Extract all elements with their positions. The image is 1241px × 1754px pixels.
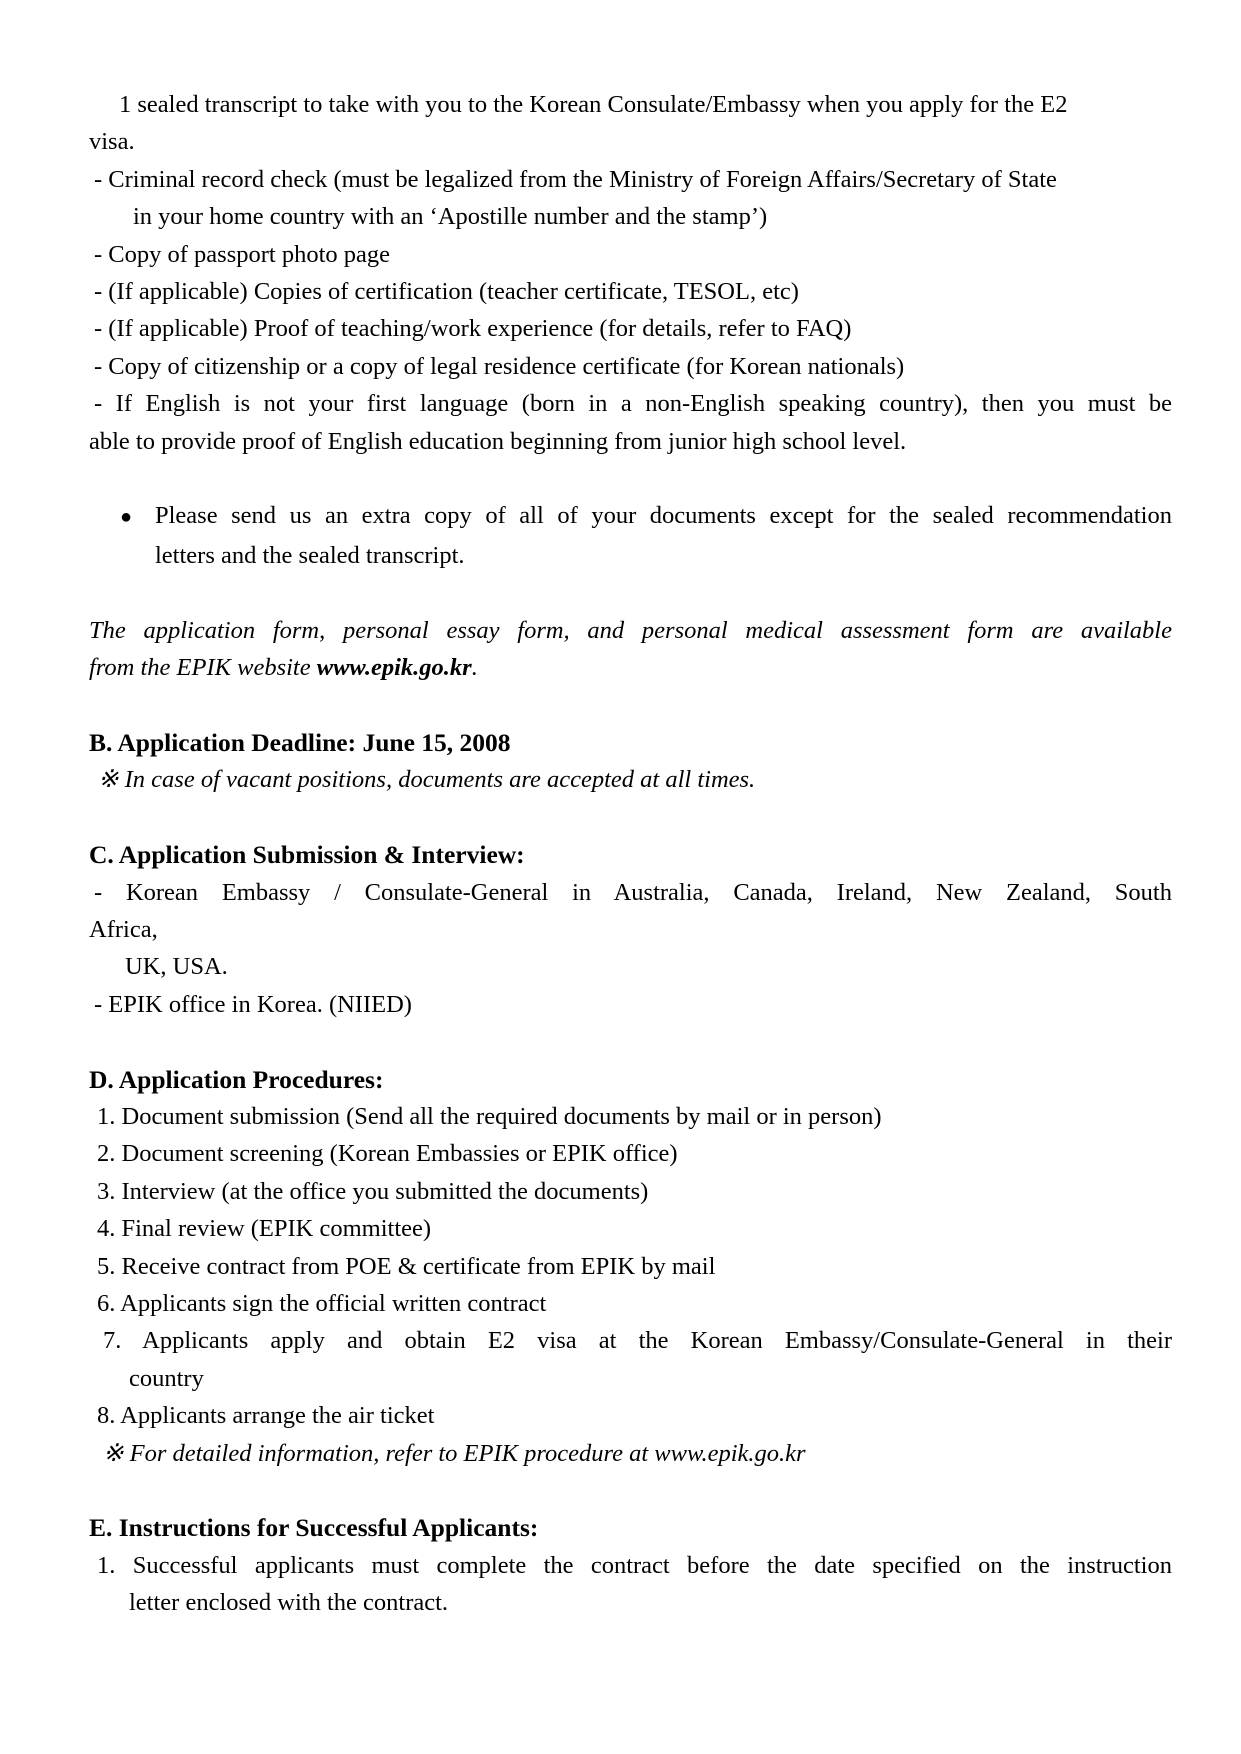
text-line: letter enclosed with the contract. <box>129 1589 449 1617</box>
text-line: ※ For detailed information, refer to EPIK procedure at www.epik.go.kr <box>103 1439 806 1467</box>
blank-line <box>0 1023 1172 1060</box>
text-line: able to provide proof of English education beginning from junior high school level. <box>89 427 907 455</box>
text-line: - EPIK office in Korea. (NIIED) <box>94 990 412 1018</box>
text-line: Africa, <box>89 915 158 943</box>
text-line: - Korean Embassy / Consulate-General in Australia, Canada, Ireland, New Zealand, South <box>94 878 1172 906</box>
section-heading: B. Application Deadline: June 15, 2008 <box>89 727 511 757</box>
text-line: 8. Applicants arrange the air ticket <box>97 1402 435 1430</box>
blank-line <box>0 1472 1172 1509</box>
text-line: 1 sealed transcript to take with you to the Korean Consulate/Embassy when you apply for the E2 <box>119 91 1068 118</box>
text-line: - Copy of citizenship or a copy of legal residence certificate (for Korean nationals) <box>94 352 905 380</box>
text-line: The application form, personal essay form, and personal medical assessment form are available <box>89 616 1172 644</box>
text-line <box>0 649 1172 686</box>
text-line: country <box>129 1364 204 1392</box>
section-heading: C. Application Submission & Interview: <box>89 840 525 870</box>
text-line: 5. Receive contract from POE & certificate from EPIK by mail <box>97 1252 716 1280</box>
text-line: 1. Document submission (Send all the required documents by mail or in person) <box>97 1102 882 1130</box>
text-line: 3. Interview (at the office you submitted the documents) <box>97 1177 649 1205</box>
blank-line <box>0 799 1172 836</box>
text-line: UK, USA. <box>125 953 228 981</box>
text-line: - (If applicable) Proof of teaching/work experience (for details, refer to FAQ) <box>94 315 852 343</box>
blank-line <box>0 460 1172 497</box>
text-line: in your home country with an ‘Apostille number and the stamp’) <box>133 203 768 231</box>
blank-line <box>0 687 1172 724</box>
text-run: from the EPIK website <box>89 654 317 682</box>
text-line: - If English is not your first language (born in a non-English speaking country), then you must be <box>94 390 1172 418</box>
section-heading: D. Application Procedures: <box>89 1064 384 1094</box>
text-line: 7. Applicants apply and obtain E2 visa at the Korean Embassy/Consulate-General in their <box>103 1327 1172 1355</box>
bullet-icon: ● <box>120 506 133 529</box>
text-line: - (If applicable) Copies of certification (teacher certificate, TESOL, etc) <box>94 278 799 306</box>
epik-url: www.epik.go.kr <box>316 654 472 682</box>
text-line: 1. Successful applicants must complete the contract before the date specified on the instruction <box>97 1551 1172 1579</box>
text-run: Please send us an extra copy of all of your documents except for the sealed recommendation <box>155 502 1172 530</box>
text-line: visa. <box>89 128 135 156</box>
text-run: . <box>471 654 478 682</box>
text-line: letters and the sealed transcript. <box>155 541 465 569</box>
text-line <box>0 497 1172 536</box>
text-line: 4. Final review (EPIK committee) <box>97 1215 432 1243</box>
blank-line <box>0 574 1172 611</box>
text-line: 6. Applicants sign the official written contract <box>97 1290 547 1317</box>
text-line: - Criminal record check (must be legalized from the Ministry of Foreign Affairs/Secretary of State <box>94 165 1057 193</box>
text-line: - Copy of passport photo page <box>94 240 390 268</box>
text-line: 2. Document screening (Korean Embassies or EPIK office) <box>97 1140 678 1168</box>
text-line: ※ In case of vacant positions, documents are accepted at all times. <box>98 766 756 794</box>
section-heading: E. Instructions for Successful Applicants: <box>89 1513 539 1543</box>
